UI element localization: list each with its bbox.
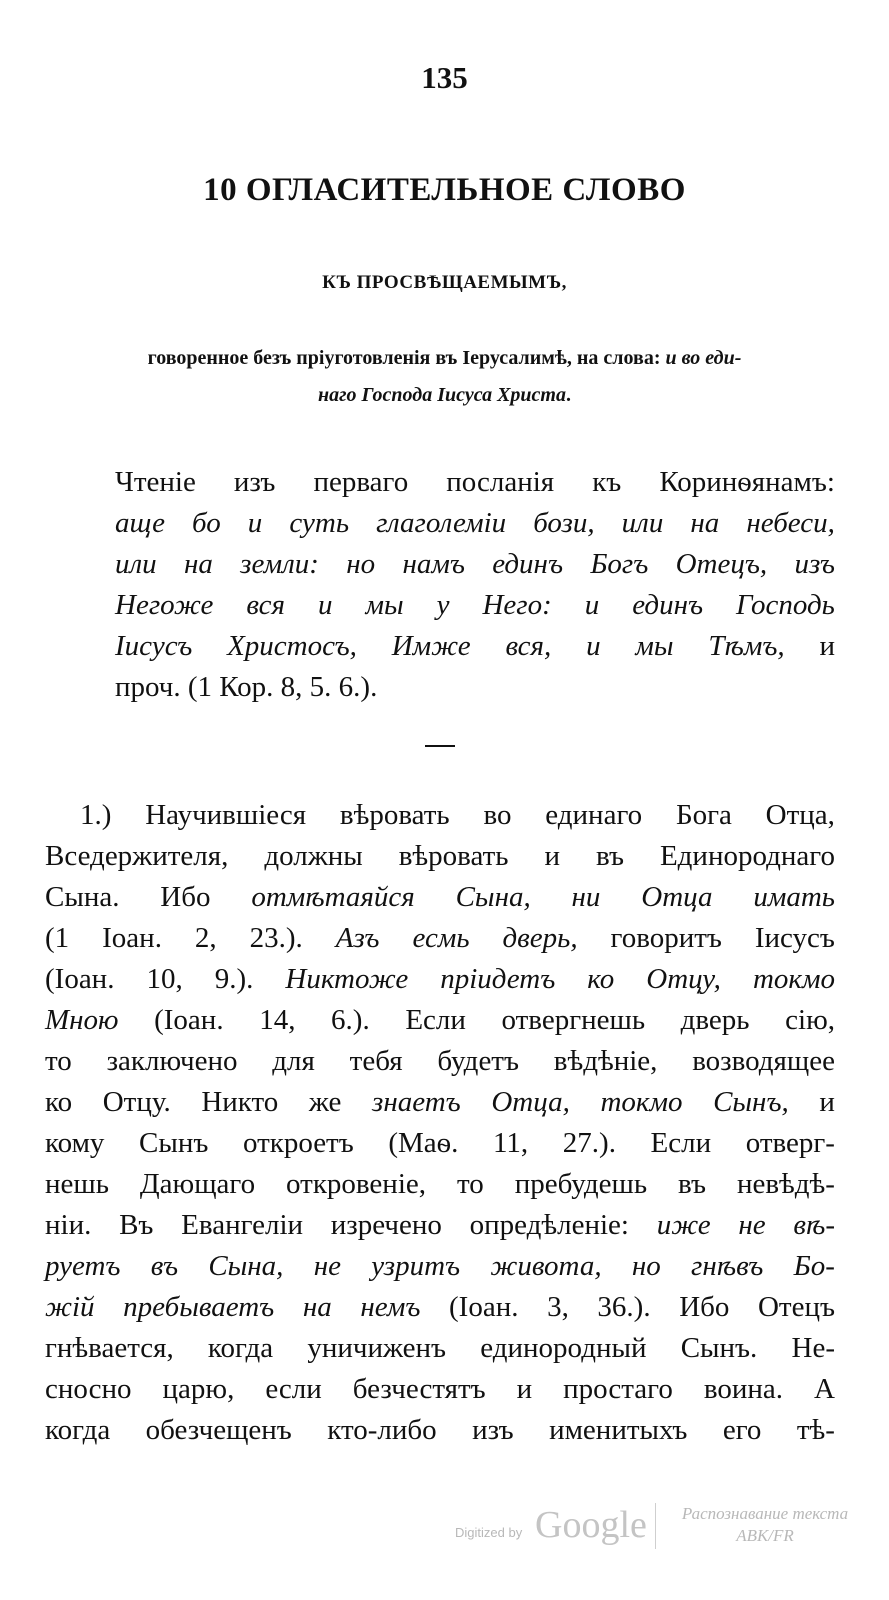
body-word: заключено — [106, 1045, 238, 1077]
body-word: тѣ- — [796, 1414, 835, 1446]
reading-line — [115, 585, 835, 626]
body-word: изречено — [330, 1209, 442, 1241]
reading-word: вся — [246, 589, 285, 621]
body-word: въ — [678, 1168, 706, 1200]
page-subtitle: КЪ ПРОСВѢЩАЕМЫМЪ, — [322, 272, 567, 293]
body-word: Дающаго — [139, 1168, 256, 1200]
reading-word: единъ — [632, 589, 704, 621]
body-word: Научившіеся — [145, 799, 307, 831]
description-italic: наго Господа Іисуса Христа — [318, 384, 566, 406]
body-word: 23.). — [249, 922, 303, 954]
body-word: Если — [405, 1004, 466, 1036]
body-line — [45, 959, 835, 1000]
ocr-credit-line: АВК/FR — [736, 1526, 794, 1545]
body-word: воина. — [703, 1373, 783, 1405]
body-word: А — [814, 1373, 835, 1405]
scripture-reading — [115, 462, 835, 708]
reading-word: земли: — [240, 548, 319, 580]
reading-word: и — [247, 507, 263, 539]
reading-word: аще — [115, 507, 165, 539]
body-word: (Маѳ. — [388, 1127, 459, 1159]
body-word: царю, — [162, 1373, 235, 1405]
body-word: Не- — [791, 1332, 835, 1364]
body-word: узритъ — [371, 1250, 461, 1282]
body-word: токмо — [752, 963, 835, 995]
body-word: когда — [207, 1332, 274, 1364]
body-word: Сына. — [45, 881, 120, 913]
body-line — [45, 795, 835, 836]
body-word: кто-либо — [327, 1414, 437, 1446]
body-word: руетъ — [45, 1250, 121, 1282]
body-word: иже — [656, 1209, 711, 1241]
ocr-credit — [665, 1503, 865, 1547]
body-line — [45, 877, 835, 918]
body-word: Мною — [45, 1004, 119, 1036]
reading-word: Отецъ, — [675, 548, 768, 580]
body-word: тебя — [349, 1045, 403, 1077]
body-word: возводящее — [692, 1045, 835, 1077]
body-word: (Іоан. — [45, 963, 115, 995]
body-word: откроетъ — [242, 1127, 354, 1159]
body-word: но — [631, 1250, 661, 1282]
reading-word: но — [346, 548, 376, 580]
body-word: отмѣтаяйся — [251, 881, 415, 913]
reading-word: Господь — [736, 589, 835, 621]
body-word: пребудешь — [514, 1168, 648, 1200]
reading-word: бози, — [533, 507, 595, 539]
description-text: . — [565, 384, 571, 406]
body-word: Отца, — [491, 1086, 570, 1118]
body-word: безчестятъ — [352, 1373, 486, 1405]
body-word: должны — [264, 840, 363, 872]
reading-word: или — [115, 548, 157, 580]
body-word: живота, — [490, 1250, 602, 1282]
body-line — [45, 1164, 835, 1205]
body-word: и — [819, 1086, 835, 1118]
body-word: вѣ- — [793, 1209, 835, 1241]
body-line — [45, 1246, 835, 1287]
description-italic: и во еди- — [665, 347, 742, 369]
body-word: кому — [45, 1127, 105, 1159]
body-line — [45, 1328, 835, 1369]
body-word: единородный — [480, 1332, 647, 1364]
reading-line — [115, 626, 835, 667]
body-word: его — [722, 1414, 762, 1446]
body-line — [45, 918, 835, 959]
reading-word: суть — [289, 507, 350, 539]
body-word: же — [308, 1086, 342, 1118]
reading-word: мы — [635, 630, 674, 662]
body-word: немъ — [360, 1291, 421, 1323]
body-word: жій — [45, 1291, 95, 1323]
body-word: Отецъ — [757, 1291, 835, 1323]
reading-word: и — [317, 589, 333, 621]
body-word: Ибо — [679, 1291, 730, 1323]
body-word: единаго — [545, 799, 643, 831]
reading-word: на — [183, 548, 213, 580]
body-word: дверь, — [502, 922, 578, 954]
description-line — [0, 377, 889, 414]
body-word: если — [265, 1373, 322, 1405]
footer-divider — [655, 1503, 656, 1549]
body-word: говоритъ — [610, 922, 722, 954]
body-word: вѣровать — [398, 840, 509, 872]
body-word: Отцу. — [102, 1086, 171, 1118]
reading-word: или — [621, 507, 664, 539]
body-word: 3, — [547, 1291, 569, 1323]
body-word: опредѣленіе: — [469, 1209, 629, 1241]
body-word: Отца, — [765, 799, 835, 831]
ocr-credit-line: Распознавание текста — [681, 1504, 849, 1523]
reading-word: и — [584, 589, 600, 621]
reading-word: посланія — [446, 466, 555, 498]
page-number: 135 — [421, 60, 468, 95]
body-word: пребываетъ — [123, 1291, 275, 1323]
body-word: Іоан. — [102, 922, 162, 954]
body-word: сію, — [785, 1004, 835, 1036]
body-word: знаетъ — [372, 1086, 461, 1118]
reading-word: Коринѳянамъ: — [659, 466, 835, 498]
reading-word: Чтеніе — [115, 466, 196, 498]
body-word: 14, — [259, 1004, 296, 1036]
body-word: 27.). — [562, 1127, 616, 1159]
body-word: 1.) — [80, 799, 112, 831]
body-word: Если — [650, 1127, 712, 1159]
sermon-description — [0, 340, 889, 414]
reading-line: проч. (1 Кор. 8, 5. 6.). — [115, 671, 378, 703]
body-word: Бо- — [793, 1250, 835, 1282]
body-word: то — [456, 1168, 484, 1200]
body-word: Сына, — [455, 881, 531, 913]
digitized-by-label: Digitized by — [455, 1525, 523, 1540]
body-word: для — [272, 1045, 315, 1077]
body-word: въ — [150, 1250, 179, 1282]
body-word: 6.). — [331, 1004, 370, 1036]
body-word: гнѣвъ — [691, 1250, 764, 1282]
body-word: Сынъ — [139, 1127, 209, 1159]
body-word: Сына, — [208, 1250, 284, 1282]
reading-line — [115, 503, 835, 544]
body-word: простаго — [563, 1373, 673, 1405]
body-word: Азъ — [335, 922, 380, 954]
body-word: и — [544, 840, 561, 872]
reading-word: изъ — [794, 548, 835, 580]
reading-word: Него: — [482, 589, 552, 621]
body-word: ни — [571, 881, 601, 913]
body-word: нешь — [45, 1168, 109, 1200]
body-word: не — [313, 1250, 341, 1282]
body-word: Вседержителя, — [45, 840, 229, 872]
body-line — [45, 836, 835, 877]
body-word: Ибо — [160, 881, 211, 913]
reading-word: Іисусъ — [115, 630, 193, 662]
body-word: когда — [45, 1414, 111, 1446]
body-word: уничиженъ — [307, 1332, 447, 1364]
reading-word: на — [690, 507, 720, 539]
reading-word: Тѣмъ, — [708, 630, 785, 662]
body-word: отверг- — [745, 1127, 835, 1159]
reading-word: Богъ — [590, 548, 649, 580]
reading-word: вся, — [505, 630, 552, 662]
body-word: 10, — [146, 963, 183, 995]
reading-word: бо — [192, 507, 221, 539]
body-line — [45, 1082, 835, 1123]
body-line — [45, 1123, 835, 1164]
reading-line — [115, 544, 835, 585]
reading-word: и — [586, 630, 601, 662]
description-line — [0, 340, 889, 377]
reading-word: намъ — [402, 548, 465, 580]
google-logo: Google — [535, 1504, 647, 1546]
body-word: и — [516, 1373, 533, 1405]
reading-word: къ — [592, 466, 622, 498]
body-line — [45, 1000, 835, 1041]
body-word: въ — [596, 840, 624, 872]
reading-word: небеси, — [746, 507, 835, 539]
body-word: будетъ — [437, 1045, 519, 1077]
reading-word: единъ — [492, 548, 563, 580]
body-line — [45, 1410, 835, 1451]
body-word: имать — [753, 881, 835, 913]
body-word: ніи. — [45, 1209, 92, 1241]
body-line — [45, 1287, 835, 1328]
body-paragraph — [45, 795, 835, 1451]
body-word: Единороднаго — [659, 840, 835, 872]
body-word: (1 — [45, 922, 70, 954]
body-word: Бога — [675, 799, 732, 831]
body-line — [45, 1205, 835, 1246]
reading-word: и — [819, 630, 835, 662]
body-word: изъ — [472, 1414, 514, 1446]
reading-word: мы — [365, 589, 404, 621]
reading-word: у — [436, 589, 450, 621]
body-word: во — [483, 799, 512, 831]
body-word: 36.). — [597, 1291, 651, 1323]
digitization-footer — [455, 1495, 875, 1555]
body-word: Никтоже — [285, 963, 409, 995]
body-line — [45, 1041, 835, 1082]
page-title: 10 ОГЛАСИТЕЛЬНОЕ СЛОВО — [203, 172, 686, 208]
body-word: пріидетъ — [440, 963, 556, 995]
reading-line — [115, 462, 835, 503]
body-word: обезчещенъ — [145, 1414, 292, 1446]
body-word: Евангеліи — [181, 1209, 304, 1241]
body-word: Въ — [119, 1209, 154, 1241]
section-divider — [425, 745, 455, 747]
body-word: 9.). — [214, 963, 254, 995]
description-text: говоренное безъ пріуготовленія въ Іерусалимѣ, на слова: — [147, 347, 666, 369]
reading-word: Имже — [391, 630, 471, 662]
reading-word: Негоже — [115, 589, 214, 621]
body-word: Сынъ. — [680, 1332, 758, 1364]
body-word: именитыхъ — [549, 1414, 688, 1446]
body-word: Сынъ, — [713, 1086, 789, 1118]
body-word: вѣровать — [339, 799, 450, 831]
body-word: не — [738, 1209, 766, 1241]
body-word: ко — [587, 963, 615, 995]
body-word: (Іоан. — [449, 1291, 519, 1323]
reading-word: Христосъ, — [227, 630, 357, 662]
body-word: Отца — [641, 881, 713, 913]
body-word: отвергнешь — [501, 1004, 646, 1036]
body-word: откровеніе, — [286, 1168, 427, 1200]
reading-word: изъ — [233, 466, 276, 498]
body-word: Отцу, — [646, 963, 721, 995]
body-word: гнѣвается, — [45, 1332, 174, 1364]
body-word: невѣдѣ- — [736, 1168, 835, 1200]
body-word: то — [45, 1045, 72, 1077]
body-word: Никто — [201, 1086, 279, 1118]
body-word: 11, — [493, 1127, 529, 1159]
reading-word: перваго — [313, 466, 409, 498]
body-word: токмо — [600, 1086, 683, 1118]
body-word: сносно — [45, 1373, 132, 1405]
reading-word: глаголеміи — [376, 507, 507, 539]
body-word: есмь — [412, 922, 470, 954]
body-word: вѣдѣніе, — [553, 1045, 658, 1077]
body-word: ко — [45, 1086, 73, 1118]
body-word: (Іоан. — [154, 1004, 224, 1036]
body-word: на — [302, 1291, 332, 1323]
body-word: Іисусъ — [754, 922, 835, 954]
body-word: 2, — [194, 922, 217, 954]
body-word: дверь — [680, 1004, 750, 1036]
body-line — [45, 1369, 835, 1410]
